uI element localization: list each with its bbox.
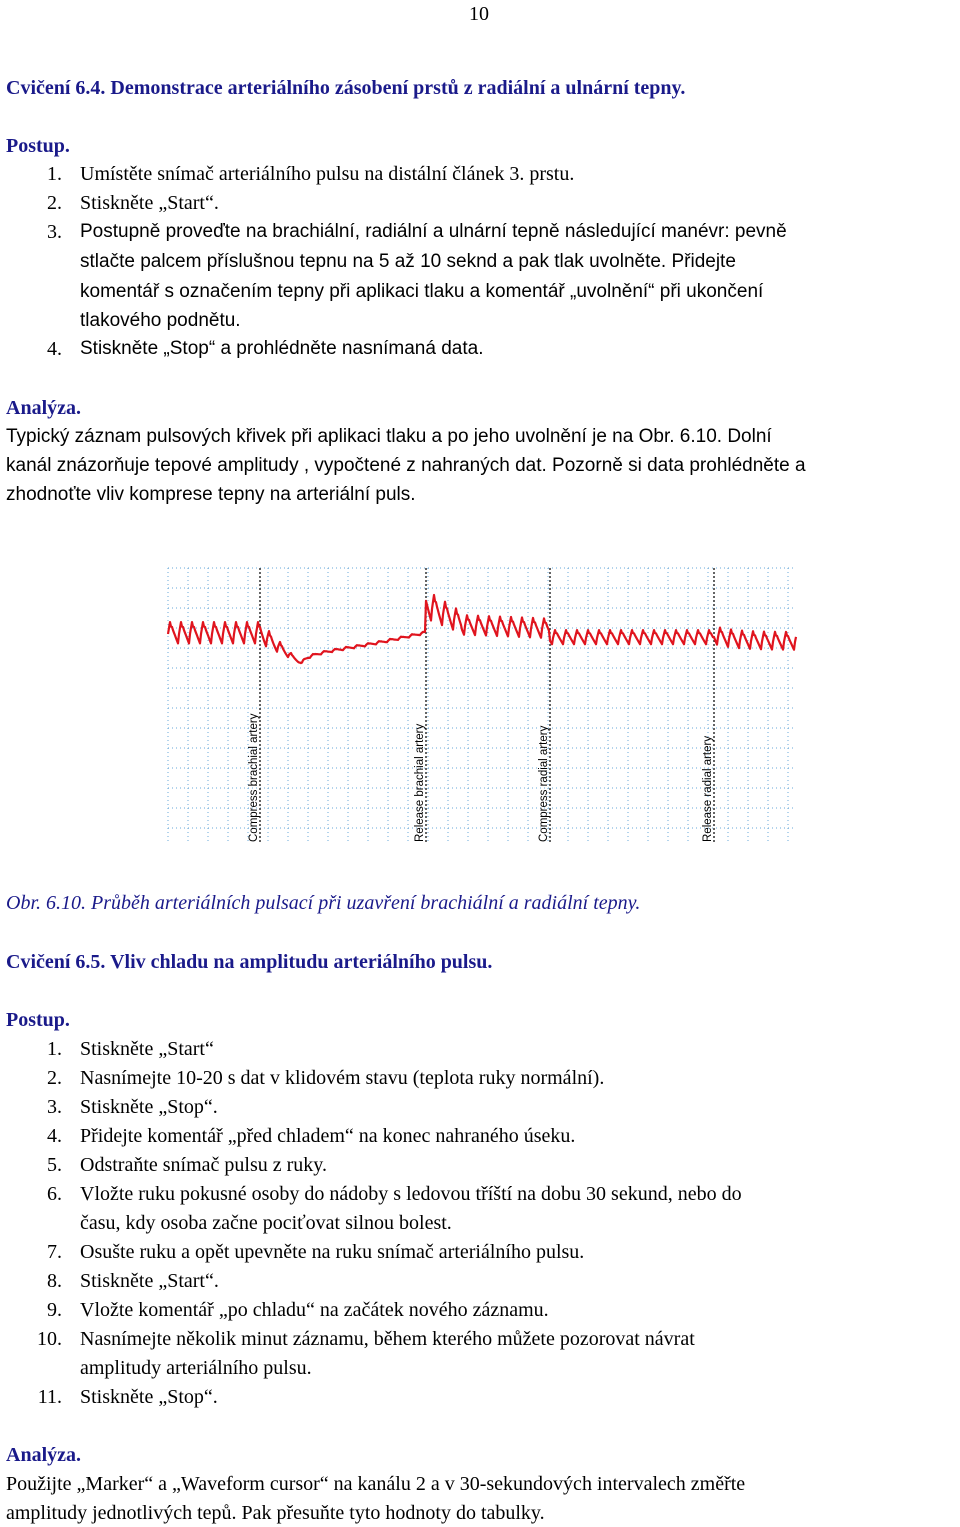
exercise-6-4-title: Cvičení 6.4. Demonstrace arteriálního zásobení prstů z radiální a ulnární tepny. <box>6 77 686 99</box>
ex64-step-text: Postupně proveďte na brachiální, radiální a ulnární tepně následující manévr: pevně <box>80 221 787 242</box>
ex65-step-text: Vložte ruku pokusné osoby do nádoby s ledovou tříští na dobu 30 sekund, nebo do <box>80 1183 742 1205</box>
ex65-step-text: Vložte komentář „po chladu“ na začátek nového záznamu. <box>80 1299 549 1321</box>
ex65-step-number: 11. <box>37 1386 62 1408</box>
ex65-analysis-line: amplitudy jednotlivých tepů. Pak přesuňte tyto hodnoty do tabulky. <box>6 1502 545 1524</box>
ex65-step-text: Nasnímejte 10-20 s dat v klidovém stavu (teplota ruky normální). <box>80 1067 605 1089</box>
ex64-postup-heading: Postup. <box>6 135 70 157</box>
ex64-step-number: 2. <box>47 192 62 214</box>
ex64-step-text: Umístěte snímač arteriálního pulsu na distální článek 3. prstu. <box>80 163 575 185</box>
ex65-step-number: 5. <box>47 1154 62 1176</box>
ex65-step-text: Stiskněte „Stop“. <box>80 1096 218 1118</box>
ex65-step-text: Přidejte komentář „před chladem“ na konec nahraného úseku. <box>80 1125 576 1147</box>
marker-label: Release radial artery <box>702 735 714 842</box>
ex64-analysis-line: zhodnoťte vliv komprese tepny na arteriální puls. <box>6 484 416 505</box>
ex64-step-text: Stiskněte „Stop“ a prohlédněte nasnímaná data. <box>80 338 484 359</box>
ex64-step-text: stlačte palcem příslušnou tepnu na 5 až 10 seknd a pak tlak uvolněte. Přidejte <box>80 251 736 272</box>
page-number: 10 <box>469 3 489 25</box>
marker-label: Compress radial artery <box>538 725 550 842</box>
ex65-postup-heading: Postup. <box>6 1009 70 1031</box>
ex64-analysis-line: Typický záznam pulsových křivek při aplikaci tlaku a po jeho uvolnění je na Obr. 6.10. Dolní <box>6 426 772 447</box>
ex64-step-number: 1. <box>47 163 62 185</box>
ex64-step-number: 3. <box>47 221 62 243</box>
ex65-step-number: 2. <box>47 1067 62 1089</box>
ex65-step-number: 4. <box>47 1125 62 1147</box>
marker-label: Release brachial artery <box>414 723 426 842</box>
ex64-step-text: Stiskněte „Start“. <box>80 192 219 214</box>
ex64-step-text: komentář s označením tepny při aplikaci tlaku a komentář „uvolnění“ při ukončení <box>80 281 764 302</box>
ex65-step-text: amplitudy arteriálního pulsu. <box>80 1357 312 1379</box>
ex64-step-text: tlakového podnětu. <box>80 310 241 331</box>
ex65-step-number: 9. <box>47 1299 62 1321</box>
ex65-step-number: 8. <box>47 1270 62 1292</box>
ex65-step-text: Stiskněte „Stop“. <box>80 1386 218 1408</box>
pulse-recording-figure <box>162 562 802 850</box>
ex64-analyza-heading: Analýza. <box>6 397 81 419</box>
marker-label: Compress brachial artery <box>248 713 260 842</box>
ex64-analysis-line: kanál znázorňuje tepové amplitudy , vypočtené z nahraných dat. Pozorně si data prohlédněte a <box>6 455 806 476</box>
figure-caption: Obr. 6.10. Průběh arteriálních pulsací při uzavření brachiální a radiální tepny. <box>6 892 641 914</box>
ex64-step-number: 4. <box>47 338 62 360</box>
ex65-step-text: Stiskněte „Start“. <box>80 1270 219 1292</box>
ex65-step-text: Nasnímejte několik minut záznamu, během kterého můžete pozorovat návrat <box>80 1328 695 1350</box>
ex65-analyza-heading: Analýza. <box>6 1444 81 1466</box>
ex65-analysis-line: Použijte „Marker“ a „Waveform cursor“ na kanálu 2 a v 30-sekundových intervalech změřte <box>6 1473 746 1495</box>
ex65-step-text: Odstraňte snímač pulsu z ruky. <box>80 1154 327 1176</box>
ex65-step-text: Stiskněte „Start“ <box>80 1038 214 1060</box>
ex65-step-number: 6. <box>47 1183 62 1205</box>
exercise-6-5-title: Cvičení 6.5. Vliv chladu na amplitudu arteriálního pulsu. <box>6 951 493 973</box>
ex65-step-text: času, kdy osoba začne pociťovat silnou bolest. <box>80 1212 452 1234</box>
ex65-step-number: 7. <box>47 1241 62 1263</box>
ex65-step-text: Osušte ruku a opět upevněte na ruku snímač arteriálního pulsu. <box>80 1241 585 1263</box>
ex65-step-number: 1. <box>47 1038 62 1060</box>
ex65-step-number: 3. <box>47 1096 62 1118</box>
ex65-step-number: 10. <box>37 1328 62 1350</box>
